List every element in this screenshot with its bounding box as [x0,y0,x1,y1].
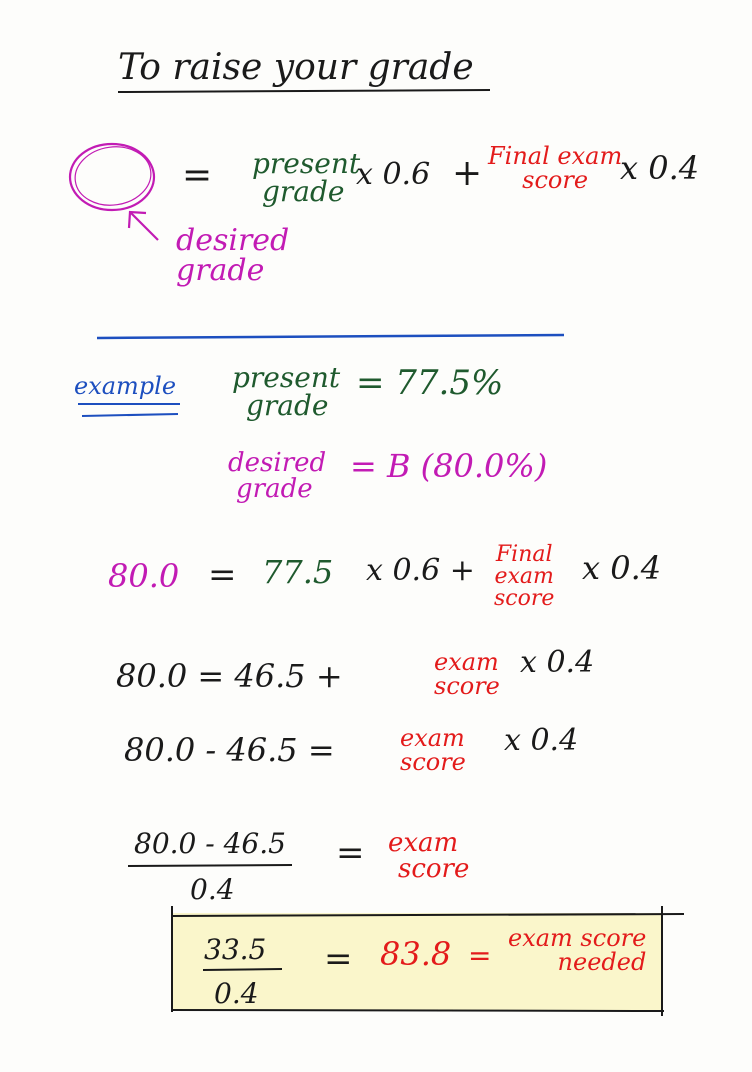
desired-grade-label [176,223,290,288]
score-label: score [522,166,589,194]
example-desired-grade [228,450,326,502]
step2-exam-score [434,650,500,698]
final-exam-label: Final exam [488,142,623,170]
step4-exam-score [388,830,469,882]
step4-equals: = [336,833,365,873]
exam-score-label: exam score [508,924,647,952]
score-label: score [434,672,500,700]
score-label: score [400,748,466,776]
section-divider [97,335,564,338]
exam-label: exam [388,828,459,858]
page-title: To raise your grade [118,47,474,88]
example-desired-value: = B (80.0%) [350,447,548,485]
step2-times-04: x 0.4 [520,645,595,680]
step1-equals: = [208,555,237,595]
desired-label: desired [176,223,290,258]
step1-times-04: x 0.4 [582,549,662,587]
exam-label: exam [400,724,465,752]
formula-plus: + [452,153,483,194]
formula-final-exam-score [488,144,622,192]
step4-denominator: 0.4 [190,873,235,906]
fraction-bar-1 [128,865,292,866]
example-underline [78,404,180,416]
step5-result: 83.8 [380,935,452,973]
step1-final-exam-score [494,544,554,610]
step4-numerator: 80.0 - 46.5 [134,827,286,860]
step5-equals: = [324,939,353,979]
step5-numerator: 33.5 [204,933,267,966]
step5-denominator: 0.4 [214,977,259,1010]
present-label: present [252,147,361,180]
step2-lhs: 80.0 = 46.5 + [116,657,343,695]
arrow-icon [129,212,158,240]
score-label: score [494,586,555,611]
formula-equals: = [182,155,213,196]
grade-label: grade [262,175,345,208]
fraction-bar-2 [203,969,282,970]
step1-present-value: 77.5 [262,553,334,591]
step3-lhs: 80.0 - 46.5 = [124,731,335,769]
step3-times-04: x 0.4 [504,723,579,758]
step1-lhs: 80.0 [108,557,180,595]
exam-label: exam [434,648,499,676]
exam-label: exam [494,564,554,589]
formula-present-grade [252,147,361,208]
step5-exam-score-needed [508,926,646,974]
needed-label: needed [557,948,647,976]
step3-exam-score [400,726,466,774]
example-present-grade [232,361,341,422]
step1-times-06: x 0.6 + [366,553,475,588]
example-label: example [74,372,177,400]
formula-times-04: x 0.4 [620,149,700,187]
grade-label: grade [246,389,329,422]
grade-label: grade [176,253,265,288]
score-label: score [398,854,470,884]
step5-equals-2: = [468,939,492,972]
desired-grade-circle [70,144,154,210]
present-label: present [232,361,341,394]
final-label: Final [495,542,553,567]
grade-label: grade [236,474,313,504]
title-underline [118,90,490,92]
example-present-value: = 77.5% [356,363,504,403]
formula-times-06: x 0.6 [356,157,431,192]
desired-label: desired [228,448,327,478]
